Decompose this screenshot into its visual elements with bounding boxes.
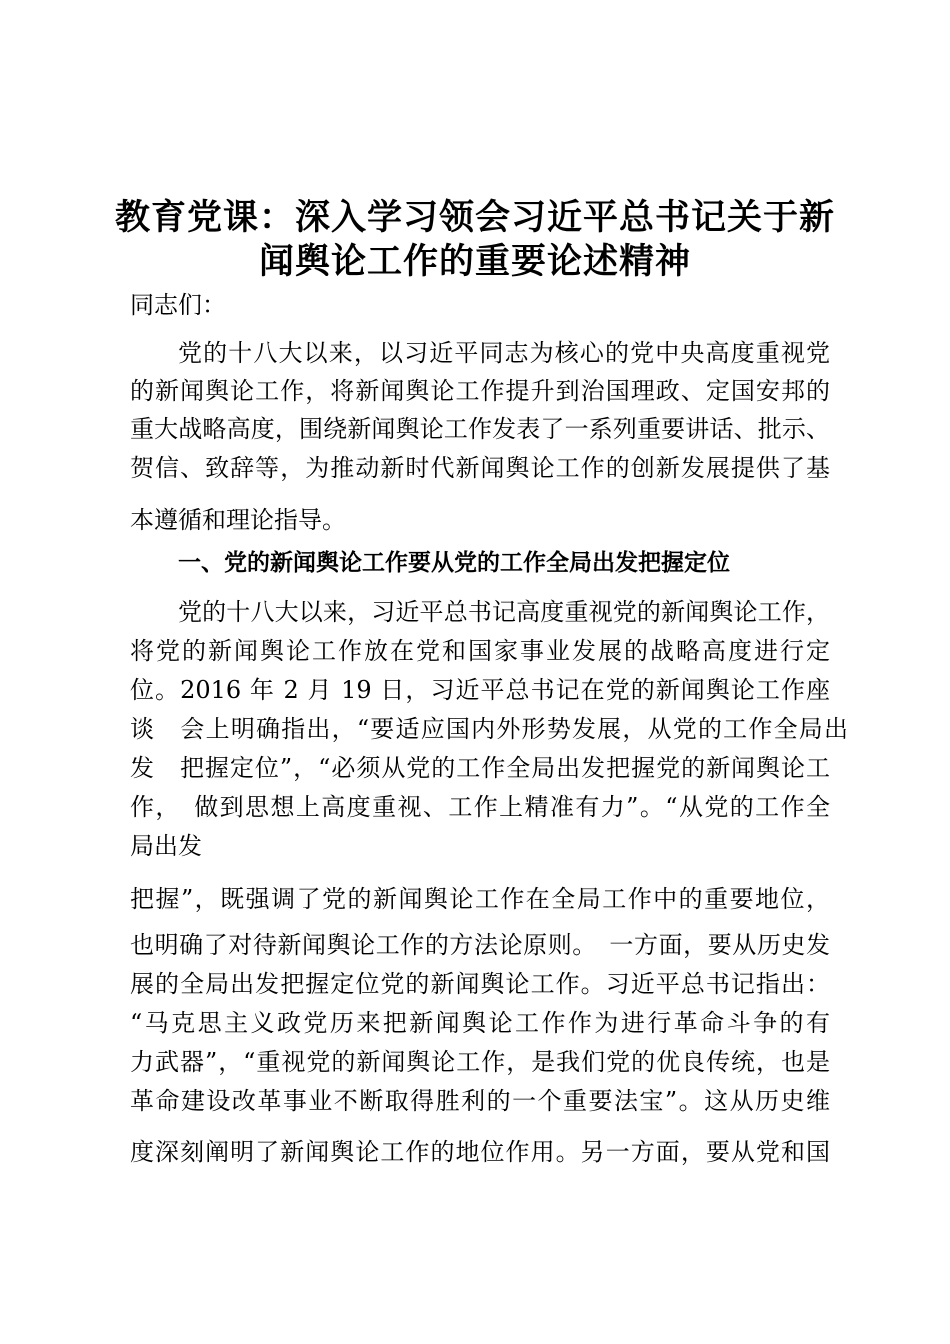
paragraph3-line-3: 展的全局出发把握定位党的新闻舆论工作。习近平总书记指出： [130, 970, 830, 998]
paragraph3-line-5: 力武器”，“重视党的新闻舆论工作，是我们党的优良传统，也是 [130, 1048, 830, 1076]
paragraph1-line-4: 贺信、致辞等，为推动新时代新闻舆论工作的创新发展提供了基 [130, 454, 830, 482]
paragraph2-line-3: 位。2016 年 2 月 19 日，习近平总书记在党的新闻舆论工作座 [130, 676, 830, 704]
paragraph2-line-7: 局出发 [130, 832, 202, 860]
title-line-2: 闻舆论工作的重要论述精神 [258, 242, 691, 282]
section1-heading: 一、党的新闻舆论工作要从党的工作全局出发把握定位 [178, 550, 730, 576]
document-title [110, 196, 840, 284]
paragraph1-line-5: 本遵循和理论指导。 [130, 506, 346, 534]
paragraph1-line-3: 重大战略高度，围绕新闻舆论工作发表了一系列重要讲话、批示、 [130, 415, 830, 443]
paragraph3-line-4: “马克思主义政党历来把新闻舆论工作作为进行革命斗争的有 [130, 1009, 830, 1037]
paragraph3-line-7: 度深刻阐明了新闻舆论工作的地位作用。另一方面，要从党和国 [130, 1138, 830, 1166]
title-line-1: 教育党课：深入学习领会习近平总书记关于新 [114, 198, 835, 238]
paragraph3-line-1: 把握”，既强调了党的新闻舆论工作在全局工作中的重要地位， [130, 885, 830, 913]
paragraph2-line-6: 作， 做到思想上高度重视、工作上精准有力”。“从党的工作全 [130, 793, 830, 821]
paragraph2-line-5: 发 把握定位”，“必须从党的工作全局出发把握党的新闻舆论工 [130, 754, 830, 782]
paragraph1-line-1: 党的十八大以来，以习近平同志为核心的党中央高度重视党 [178, 339, 830, 367]
paragraph2-line-1: 党的十八大以来，习近平总书记高度重视党的新闻舆论工作， [178, 598, 830, 626]
salutation: 同志们： [130, 291, 226, 319]
paragraph3-line-2: 也明确了对待新闻舆论工作的方法论原则。 一方面，要从历史发 [130, 931, 830, 959]
paragraph2-line-2: 将党的新闻舆论工作放在党和国家事业发展的战略高度进行定 [130, 637, 830, 665]
paragraph1-line-2: 的新闻舆论工作，将新闻舆论工作提升到治国理政、定国安邦的 [130, 377, 830, 405]
paragraph3-line-6: 革命建设改革事业不断取得胜利的一个重要法宝”。这从历史维 [130, 1087, 830, 1115]
paragraph2-line-4: 谈 会上明确指出，“要适应国内外形势发展，从党的工作全局出 [130, 715, 848, 743]
